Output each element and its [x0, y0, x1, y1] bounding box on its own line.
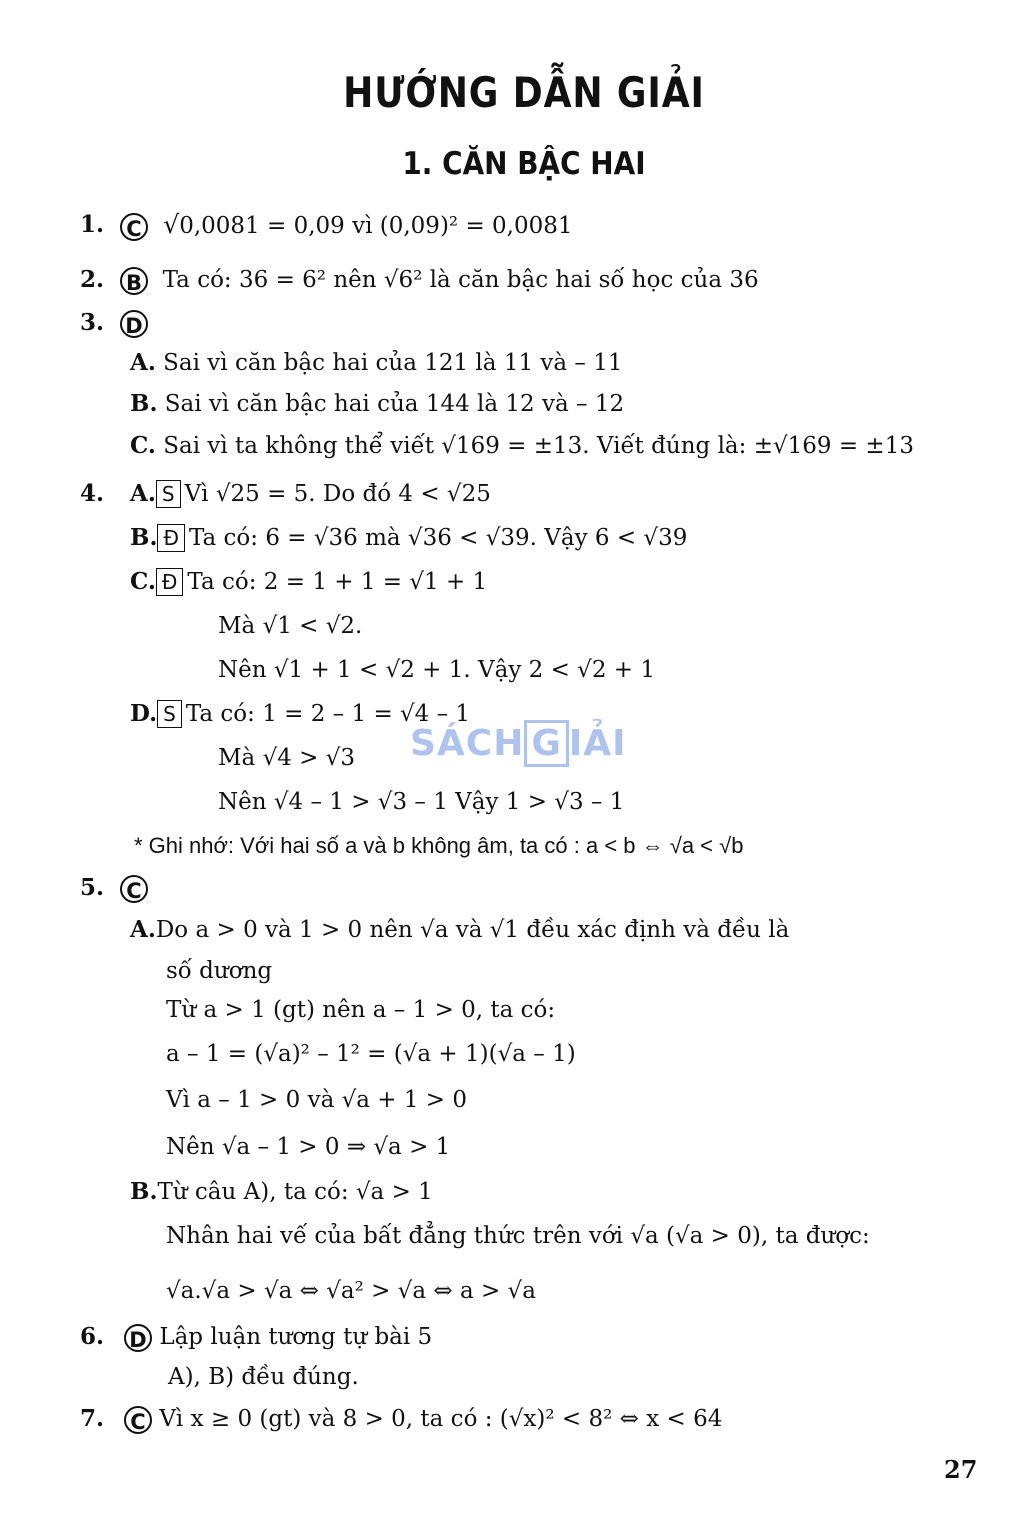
q4-a-label: A.	[130, 480, 156, 507]
q5-b	[130, 1177, 433, 1207]
q5-a-label: A.	[130, 916, 156, 943]
q5-a-text: Do a > 0 và 1 > 0 nên √a và √1 đều xác định và đều là	[155, 917, 790, 943]
q4-c-label: C.	[130, 568, 156, 595]
q4-a-box: S	[156, 480, 181, 508]
q7-text: Vì x ≥ 0 (gt) và 8 > 0, ta có : (√x)² < 8² ⇔ x < 64	[159, 1406, 723, 1432]
q3-c	[130, 431, 914, 461]
page-title: HƯỚNG DẪN GIẢI	[343, 68, 705, 117]
q3-line	[120, 308, 148, 338]
q3-b-text: Sai vì căn bậc hai của 144 là 12 và – 12	[164, 391, 625, 417]
q7-number: 7.	[80, 1405, 105, 1432]
q3-number: 3.	[80, 309, 105, 336]
q4-b	[130, 523, 687, 553]
watermark-right: IẢI	[568, 723, 627, 764]
memo-note: * Ghi nhớ: Với hai số a và b không âm, ta có : a < b ⇔ √a < √b	[134, 833, 744, 858]
q5-answer: C	[120, 875, 148, 903]
q6-line	[124, 1322, 432, 1352]
watermark-left: SÁCH	[410, 723, 525, 764]
q4-a-text: Vì √25 = 5. Do đó 4 < √25	[184, 481, 491, 507]
page-number: 27	[944, 1455, 978, 1484]
q4-c	[130, 567, 487, 597]
q4-c-box: Đ	[156, 568, 184, 596]
q2-number: 2.	[80, 266, 105, 293]
watermark-logo	[410, 720, 627, 767]
q5-b-text: Từ câu A), ta có: √a > 1	[157, 1179, 433, 1205]
q5-number: 5.	[80, 874, 105, 901]
q4-d-line3: Nên √4 – 1 > √3 – 1 Vậy 1 > √3 – 1	[218, 789, 625, 815]
q2-line	[120, 265, 759, 295]
q5-a-line6: Nên √a – 1 > 0 ⇒ √a > 1	[166, 1134, 451, 1160]
q5-b-label: B.	[130, 1178, 158, 1205]
q4-d-label: D.	[130, 700, 158, 727]
q7-answer: C	[124, 1406, 152, 1434]
q4-a	[130, 479, 491, 509]
q6-number: 6.	[80, 1323, 105, 1350]
q4-c-line2: Mà √1 < √2.	[218, 613, 363, 639]
q1-answer: C	[120, 213, 148, 241]
q3-c-text: Sai vì ta không thể viết √169 = ±13. Viết đúng là: ±√169 = ±13	[163, 433, 914, 459]
q3-a-text: Sai vì căn bậc hai của 121 là 11 và – 11	[163, 350, 623, 376]
q5-a-line3: Từ a > 1 (gt) nên a – 1 > 0, ta có:	[166, 997, 556, 1023]
q5-b-line3: √a.√a > √a ⇔ √a² > √a ⇔ a > √a	[166, 1278, 536, 1304]
q3-answer: D	[120, 310, 148, 338]
q3-c-label: C.	[130, 432, 156, 459]
q5-b-line2: Nhân hai vế của bất đẳng thức trên với √a (√a > 0), ta được:	[166, 1223, 870, 1249]
watermark-box: G	[524, 720, 569, 767]
q4-d-text: Ta có: 1 = 2 – 1 = √4 – 1	[185, 701, 471, 727]
q6-answer: D	[124, 1324, 152, 1352]
q1-line: C √0,0081 = 0,09 vì (0,09)² = 0,0081	[120, 210, 573, 241]
q3-b-label: B.	[130, 390, 158, 417]
q4-b-box: Đ	[157, 524, 185, 552]
q1-text: 0,0081 = 0,09 vì (0,09)² = 0,0081	[179, 213, 573, 239]
q5-a-line4: a – 1 = (√a)² – 1² = (√a + 1)(√a – 1)	[166, 1041, 576, 1067]
q4-c-line3: Nên √1 + 1 < √2 + 1. Vậy 2 < √2 + 1	[218, 657, 655, 683]
q4-d-line2: Mà √4 > √3	[218, 745, 356, 771]
q3-b	[130, 389, 624, 419]
q6-text: Lập luận tương tự bài 5	[159, 1324, 433, 1350]
q4-number: 4.	[80, 480, 105, 507]
q5-a-line2: số dương	[166, 958, 273, 984]
q5-line	[120, 873, 148, 903]
q5-a-line5: Vì a – 1 > 0 và √a + 1 > 0	[166, 1087, 468, 1113]
q4-c-text: Ta có: 2 = 1 + 1 = √1 + 1	[187, 569, 488, 595]
section-title: 1. CĂN BẬC HAI	[402, 146, 646, 182]
q2-answer: B	[120, 267, 148, 295]
q5-a	[130, 915, 789, 945]
q4-b-text: Ta có: 6 = √36 mà √36 < √39. Vậy 6 < √39	[188, 525, 688, 551]
q6-line2: A), B) đều đúng.	[168, 1364, 359, 1390]
q3-a	[130, 348, 623, 378]
q4-d-box: S	[157, 700, 182, 728]
q1-number: 1.	[80, 211, 105, 238]
q2-text: Ta có: 36 = 6² nên √6² là căn bậc hai số học của 36	[162, 267, 759, 293]
q3-a-label: A.	[130, 349, 156, 376]
q7-line	[124, 1404, 722, 1434]
q4-b-label: B.	[130, 524, 158, 551]
